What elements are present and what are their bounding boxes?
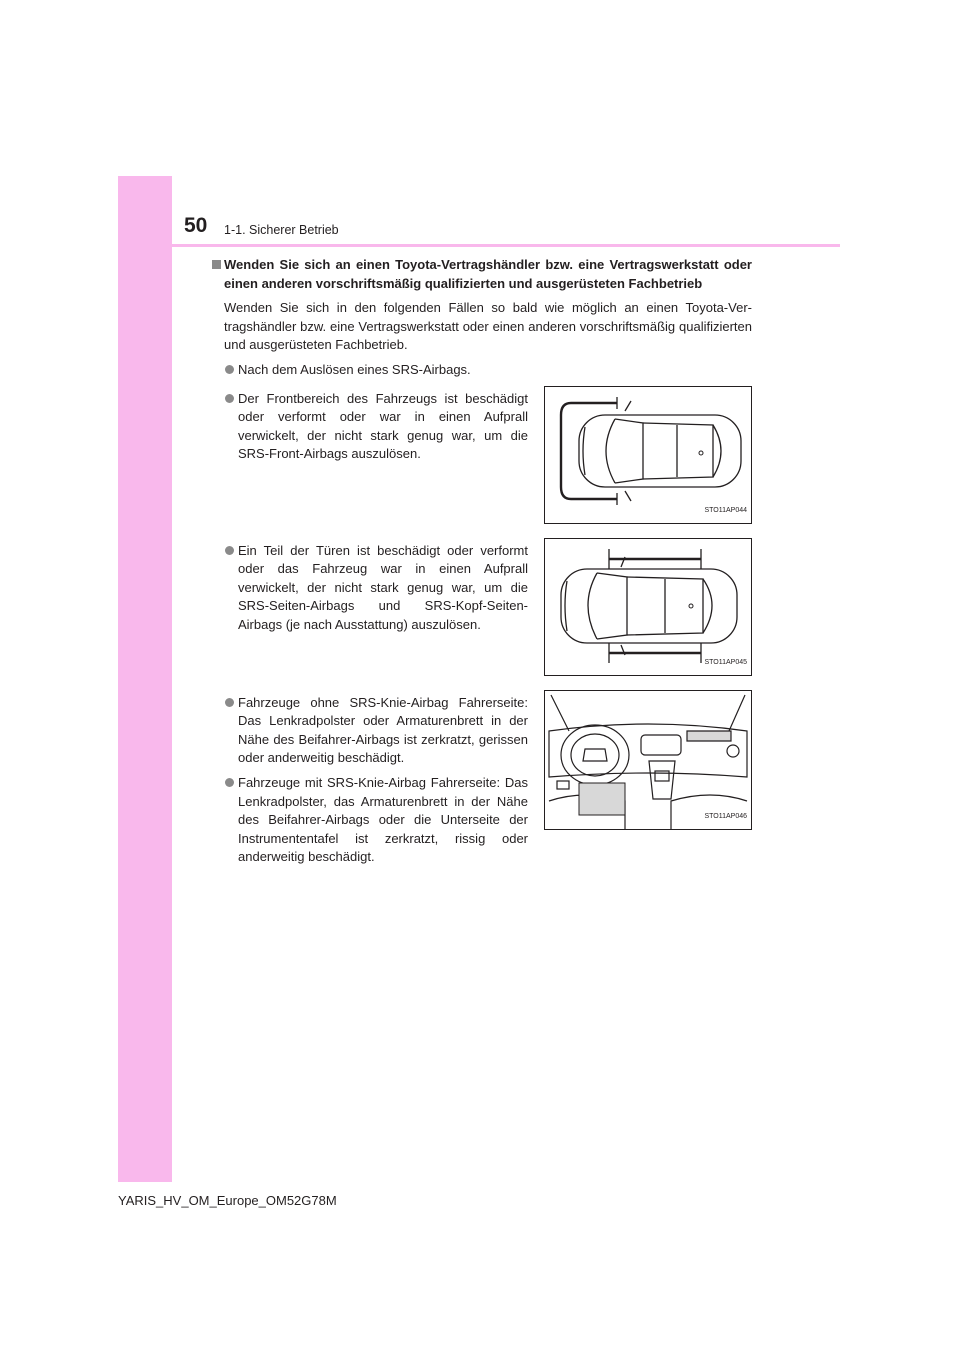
figure-code: STO11AP044: [704, 506, 747, 514]
page-number: 50: [184, 214, 208, 237]
footer-doc-id: YARIS_HV_OM_Europe_OM52G78M: [118, 1193, 337, 1208]
round-bullet-icon: [225, 365, 234, 374]
section-title: 1-1. Sicherer Betrieb: [224, 223, 339, 237]
bullet-group-interior: [212, 690, 528, 867]
figure-code: STO11AP045: [704, 658, 747, 666]
bullet-row-interior: [212, 690, 752, 867]
bullet-item: Fahrzeuge ohne SRS-Knie-Airbag Fahrerseite: Das Lenkradpolster oder Armaturenbrett in der Nähe des Beifahrer-Airbags ist zerkratzt, gerissen oder anderweitig beschädigt.: [212, 690, 528, 768]
figure-car-top-side: [544, 538, 752, 676]
bullet-item: Der Frontbereich des Fahrzeugs ist beschädigt oder verformt oder war in einen Aufprall verwickelt, der nicht stark genug war, um die SRS-Front-Airbags auszulösen.: [212, 386, 528, 524]
round-bullet-icon: [225, 698, 234, 707]
bullet-row-side: [212, 538, 752, 676]
figure-code: STO11AP046: [704, 812, 747, 820]
round-bullet-icon: [225, 546, 234, 555]
chapter-side-bar: [118, 176, 172, 1182]
bullet-item: Nach dem Auslösen eines SRS-Airbags.: [212, 361, 752, 380]
bullet-item: Ein Teil der Türen ist beschädigt oder verformt oder das Fahrzeug war in einen Aufprall verwickelt, der nicht stark genug war, um die SRS-Seiten-Airbags und SRS-Kopf-Seiten-Airbags (je nach Ausstattung) auszulösen.: [212, 538, 528, 676]
square-bullet-icon: [212, 260, 221, 269]
figure-car-top-front: [544, 386, 752, 524]
page-content: [212, 256, 752, 867]
bullet-row-front: [212, 386, 752, 524]
round-bullet-icon: [225, 394, 234, 403]
bullet-item: Fahrzeuge mit SRS-Knie-Airbag Fahrerseite: Das Lenkradpolster, das Armaturenbrett in der Nähe des Beifahrer-Airbags oder die Unterseite der Instrumententafel ist zerkratzt, rissig oder anderweitig beschädigt.: [212, 774, 528, 867]
round-bullet-icon: [225, 778, 234, 787]
figure-dashboard: [544, 690, 752, 830]
intro-paragraph: Wenden Sie sich in den folgenden Fällen so bald wie möglich an einen Toyota-Vertragshändler bzw. eine Vertragswerkstatt oder einen anderen vorschriftsmäßig qualifizierten und ausgerüsteten Fachbetrieb.: [224, 300, 752, 353]
header-rule: [118, 244, 840, 247]
section-heading: Wenden Sie sich an einen Toyota-Vertragshändler bzw. eine Vertragswerkstatt oder einen anderen vorschriftsmäßig qualifizierten und ausgerüsteten Fachbetrieb: [212, 256, 752, 293]
